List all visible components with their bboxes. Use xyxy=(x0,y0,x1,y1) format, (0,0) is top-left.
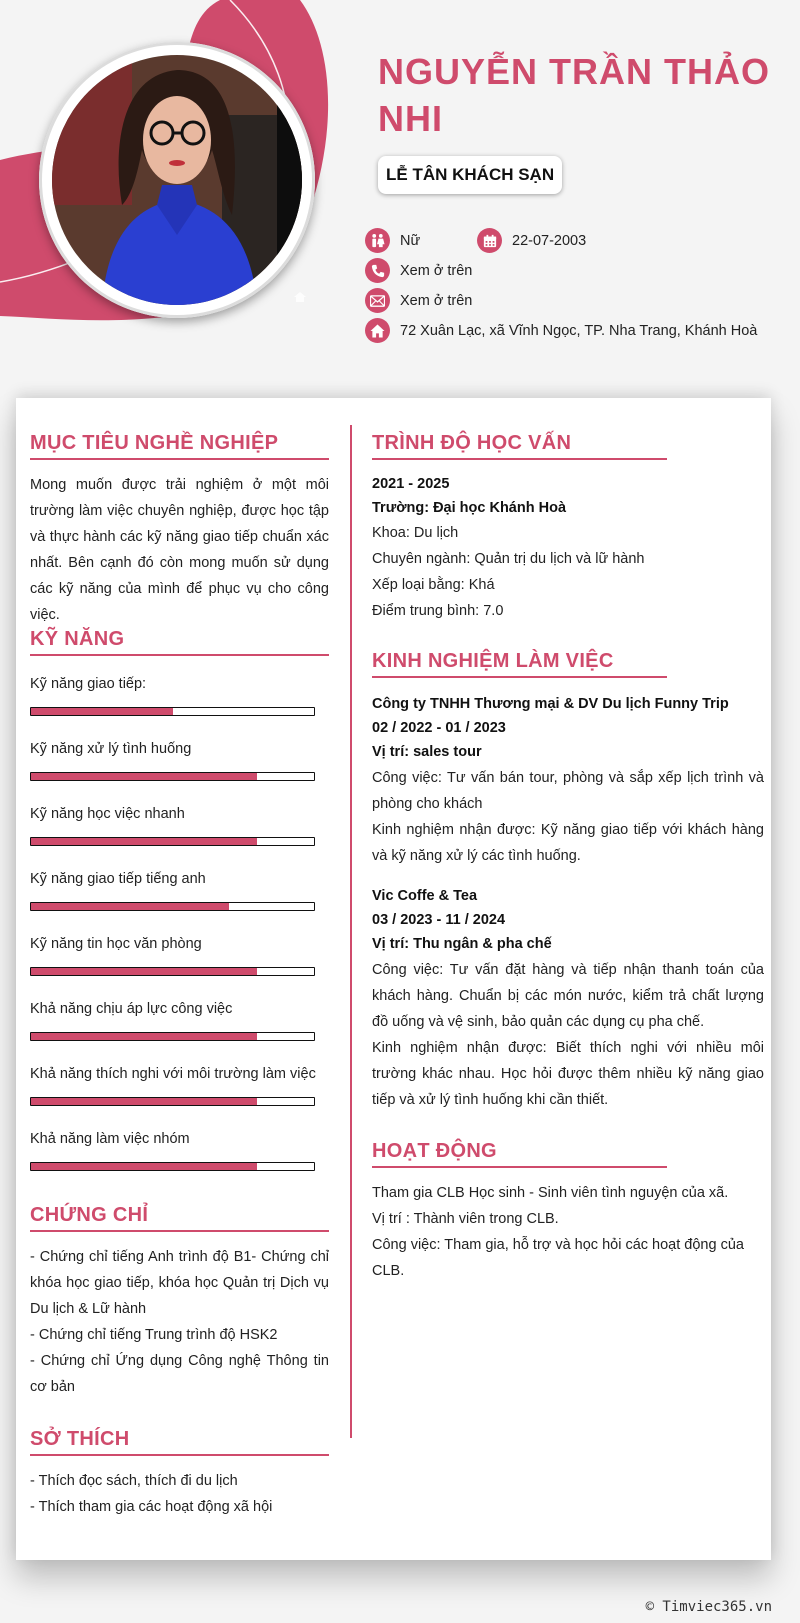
column-divider xyxy=(350,425,352,1438)
job-duties: Công việc: Tư vấn bán tour, phòng và sắp xếp lịch trình và phòng cho khách xyxy=(372,770,764,812)
skill-label: Kỹ năng xử lý tình huống xyxy=(30,741,192,757)
certificate-item: - Chứng chỉ tiếng Anh trình độ B1- Chứng chỉ khóa học giao tiếp, khóa học Quản trị Dịch vụ Du lịch & Lữ hành xyxy=(30,1249,329,1317)
skill-level-bar xyxy=(30,837,315,846)
email-row xyxy=(365,288,472,313)
job-company: Công ty TNHH Thương mại & DV Du lịch Funny Trip xyxy=(372,696,729,712)
skill-label: Kỹ năng giao tiếp: xyxy=(30,676,147,692)
education-school: Trường: Đại học Khánh Hoà xyxy=(372,500,567,516)
skill-level-fill xyxy=(31,838,257,845)
phone-row xyxy=(365,258,472,283)
skill-label: Khả năng làm việc nhóm xyxy=(30,1131,190,1147)
skill-level-fill xyxy=(31,773,257,780)
skill-level-fill xyxy=(31,903,229,910)
job-duties: Công việc: Tư vấn đặt hàng và tiếp nhận thanh toán của khách hàng. Chuẩn bị các món nước, kiểm trả chất lượng đồ uống và vệ sinh, bảo quản các dụng cụ pha chế. xyxy=(372,962,764,1030)
skill-label: Kỹ năng giao tiếp tiếng anh xyxy=(30,871,206,887)
job-title-badge: LỄ TÂN KHÁCH SẠN xyxy=(378,156,562,194)
calendar-icon xyxy=(477,228,502,253)
footer-brand: © Timviec365.vn xyxy=(645,1599,772,1615)
job-experience: Kinh nghiệm nhận được: Kỹ năng giao tiếp với khách hàng và kỹ năng xử lý các tình huống. xyxy=(372,822,764,864)
email-icon xyxy=(365,288,390,313)
birthday-row xyxy=(477,228,586,253)
gender-value: Nữ xyxy=(400,232,421,249)
skill-label: Kỹ năng tin học văn phòng xyxy=(30,936,202,952)
candidate-name: NGUYỄN TRẦN THẢO NHI xyxy=(378,51,770,139)
activity-item: Vị trí : Thành viên trong CLB. xyxy=(372,1211,559,1227)
avatar xyxy=(52,55,302,305)
skill-label: Kỹ năng học việc nhanh xyxy=(30,806,185,822)
certificates-heading: CHỨNG CHỈ xyxy=(30,1204,329,1232)
skill-label: Khả năng chịu áp lực công việc xyxy=(30,1001,233,1017)
hobby-item: - Thích đọc sách, thích đi du lịch xyxy=(30,1473,238,1489)
certificate-item: - Chứng chỉ Ứng dụng Công nghệ Thông tin cơ bản xyxy=(30,1353,329,1395)
gender-row xyxy=(365,228,420,253)
activity-item: Tham gia CLB Học sinh - Sinh viên tình nguyện của xã. xyxy=(372,1185,729,1201)
job-experience: Kinh nghiệm nhận được: Biết thích nghi với nhiều môi trường khác nhau. Học hỏi được thêm nhiều kỹ năng giao tiếp và xử lý tình huống khi cần thiết. xyxy=(372,1040,764,1108)
hobby-item: - Thích tham gia các hoạt động xã hội xyxy=(30,1499,273,1515)
skill-level-fill xyxy=(31,1163,257,1170)
education-heading: TRÌNH ĐỘ HỌC VẤN xyxy=(372,432,667,460)
job-period: 03 / 2023 - 11 / 2024 xyxy=(372,912,506,928)
certificate-item: - Chứng chỉ tiếng Trung trình độ HSK2 xyxy=(30,1327,278,1343)
skill-level-fill xyxy=(31,708,173,715)
address-value: 72 Xuân Lạc, xã Vĩnh Ngọc, TP. Nha Trang, Khánh Hoà xyxy=(400,322,758,339)
skill-level-fill xyxy=(31,1033,257,1040)
skill-level-bar xyxy=(30,707,315,716)
birthday-value: 22-07-2003 xyxy=(512,232,587,249)
job-position: Vị trí: sales tour xyxy=(372,744,482,760)
job-position: Vị trí: Thu ngân & pha chế xyxy=(372,936,552,952)
education-gpa: Điểm trung bình: 7.0 xyxy=(372,603,504,619)
phone-icon xyxy=(365,258,390,283)
email-value: Xem ở trên xyxy=(400,292,473,309)
home-icon xyxy=(365,318,390,343)
skills-heading: KỸ NĂNG xyxy=(30,628,329,656)
experience-heading: KINH NGHIỆM LÀM VIỆC xyxy=(372,650,667,678)
education-major: Chuyên ngành: Quản trị du lịch và lữ hành xyxy=(372,551,645,567)
phone-value: Xem ở trên xyxy=(400,262,473,279)
objective-text: Mong muốn được trải nghiệm ở một môi trường làm việc chuyên nghiệp, được học tập và thực hành các kỹ năng giao tiếp chuẩn xác nhất. Bên cạnh đó còn mong muốn sử dụng các kỹ năng của mình để phục vụ cho công việc. xyxy=(30,477,329,623)
skill-level-fill xyxy=(31,1098,257,1105)
skill-level-bar xyxy=(30,772,315,781)
skill-level-bar xyxy=(30,967,315,976)
job-period: 02 / 2022 - 01 / 2023 xyxy=(372,720,506,736)
education-period: 2021 - 2025 xyxy=(372,476,450,492)
activity-item: Công việc: Tham gia, hỗ trợ và học hỏi các hoạt động của CLB. xyxy=(372,1237,744,1279)
objective-heading: MỤC TIÊU NGHỀ NGHIỆP xyxy=(30,432,329,460)
education-faculty: Khoa: Du lịch xyxy=(372,525,459,541)
skill-level-bar xyxy=(30,1032,315,1041)
gender-icon xyxy=(365,228,390,253)
address-row xyxy=(365,318,757,343)
hobbies-heading: SỞ THÍCH xyxy=(30,1428,329,1456)
skill-level-bar xyxy=(30,1097,315,1106)
skill-level-bar xyxy=(30,902,315,911)
skill-label: Khả năng thích nghi với môi trường làm việc xyxy=(30,1066,316,1082)
job-company: Vic Coffe & Tea xyxy=(372,888,478,904)
education-rank: Xếp loại bằng: Khá xyxy=(372,577,495,593)
skill-level-fill xyxy=(31,968,257,975)
skill-level-bar xyxy=(30,1162,315,1171)
activities-heading: HOẠT ĐỘNG xyxy=(372,1140,667,1168)
